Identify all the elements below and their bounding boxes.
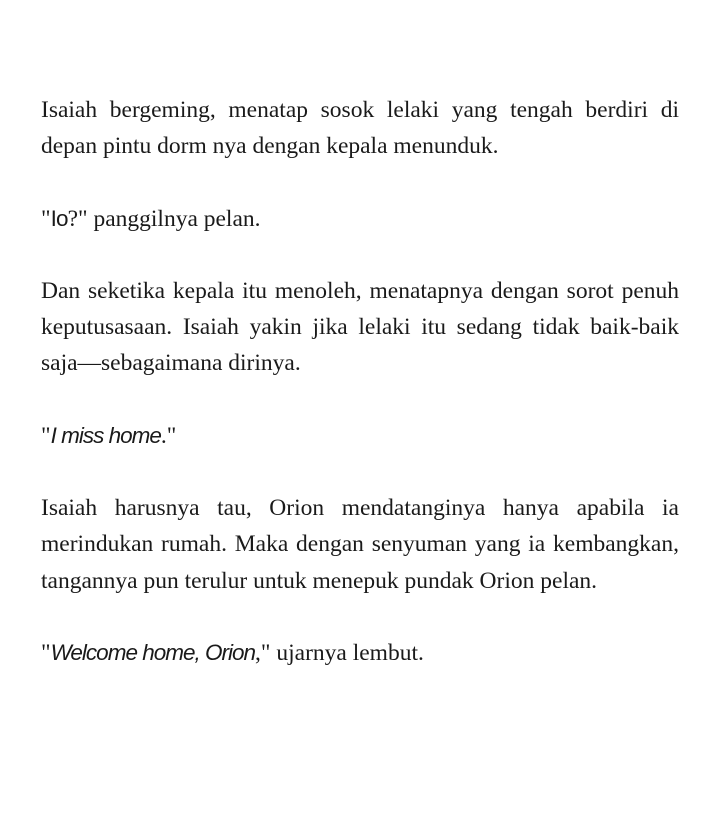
open-quote: ": [41, 205, 51, 232]
paragraph: Isaiah harusnya tau, Orion mendatanginya hanya apabila ia merindukan rumah. Maka dengan senyuman yang ia kembangkan, tangannya pun terulur untuk menepuk pundak Orion pelan.: [41, 495, 679, 594]
paragraph: Dan seketika kepala itu menoleh, menatapnya dengan sorot penuh keputusasaan. Isaiah yakin jika lelaki itu sedang tidak baik-baik saja—sebagaimana dirinya.: [41, 277, 679, 377]
open-quote: ": [41, 422, 51, 449]
open-quote: ": [41, 639, 51, 666]
dialogue-rest: .": [160, 422, 177, 449]
italic-dialogue: I miss home: [50, 422, 161, 448]
dialogue-line: [41, 635, 679, 671]
paragraph: Isaiah bergeming, menatap sosok lelaki yang tengah berdiri di depan pintu dorm nya dengan kepala menunduk.: [41, 97, 679, 160]
character-name: Io: [50, 205, 68, 231]
dialogue-line: [41, 201, 679, 237]
dialogue-rest: ," ujarnya lembut.: [255, 639, 424, 666]
italic-dialogue: Welcome home, Orion: [50, 639, 256, 665]
document-page: [41, 92, 679, 707]
dialogue-rest: ?" panggilnya pelan.: [67, 205, 261, 232]
dialogue-line: [41, 418, 679, 454]
